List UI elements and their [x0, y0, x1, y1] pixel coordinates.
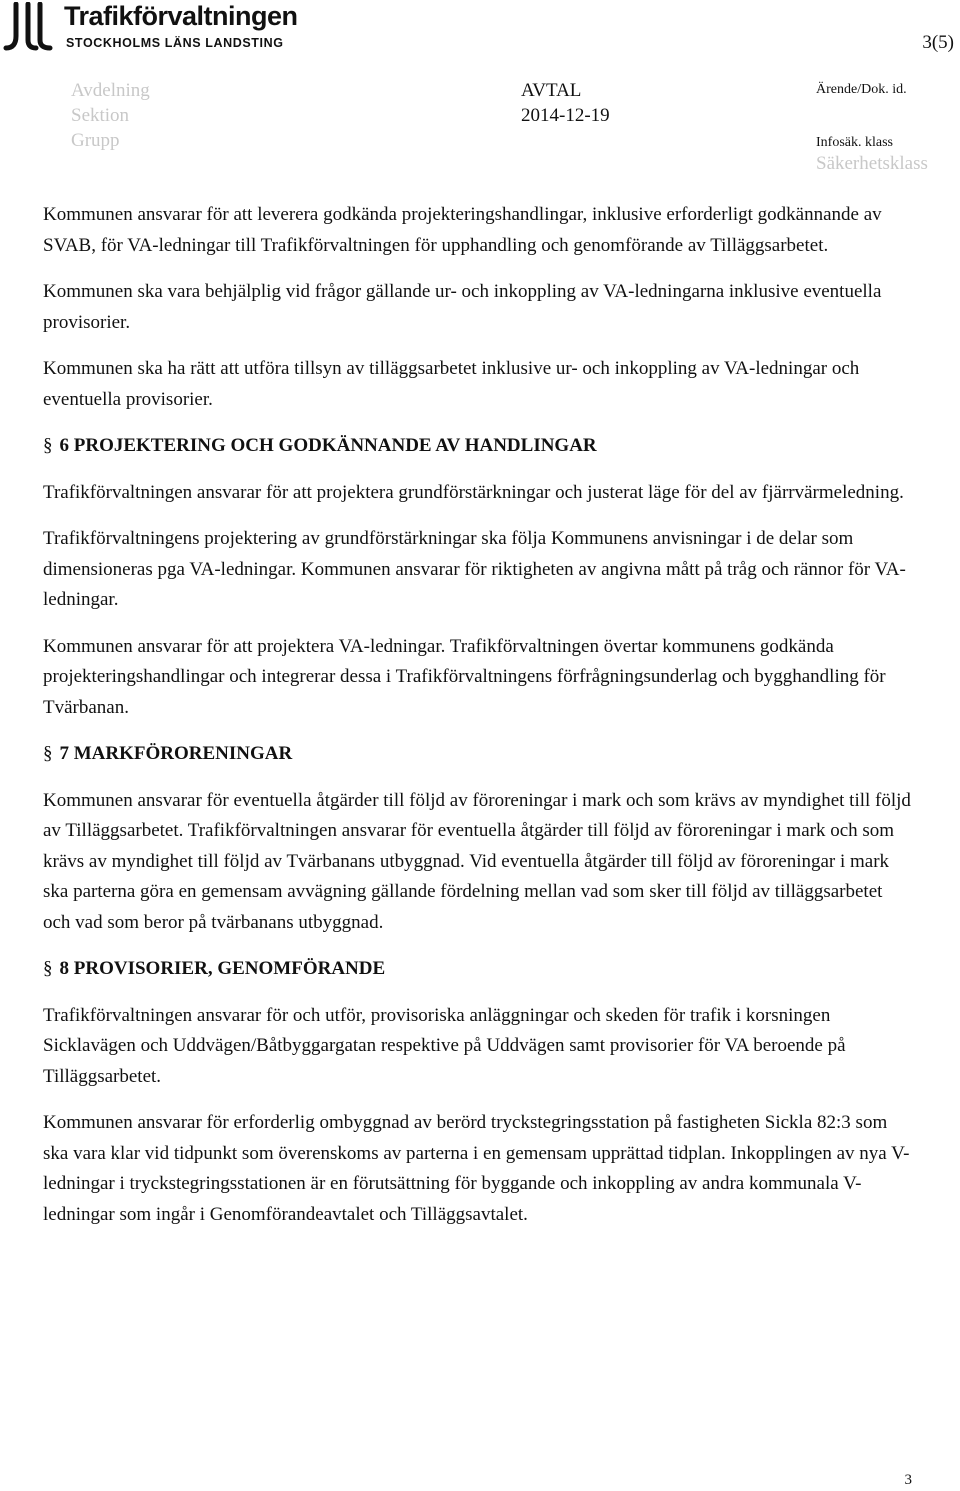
logo-subtitle: STOCKHOLMS LÄNS LANDSTING	[66, 36, 284, 50]
section-7-heading	[43, 739, 913, 770]
department-field: Avdelning	[71, 80, 150, 101]
section-field: Sektion	[71, 105, 130, 126]
footer-page-number: 3	[904, 1472, 912, 1488]
case-id-label: Ärende/Dok. id.	[816, 82, 907, 97]
document-type: AVTAL	[521, 80, 582, 101]
section-6-title: 6 PROJEKTERING OCH GODKÄNNANDE AV HANDLINGAR	[59, 435, 597, 456]
infosec-class-label: Infosäk. klass	[816, 135, 893, 150]
section-symbol: §	[43, 435, 53, 456]
document-body	[43, 200, 913, 1246]
paragraph-svab-documents: Kommunen ansvarar för att leverera godkända projekteringshandlingar, inklusive erforderligt godkännande av SVAB, för VA-ledningar till Trafikförvaltningen för upphandling och genomförande av Tilläggsarbetet.	[43, 204, 882, 256]
section-8-title: 8 PROVISORIER, GENOMFÖRANDE	[59, 958, 386, 979]
section-8-paragraph-2: Kommunen ansvarar för erforderlig ombyggnad av berörd tryckstegringsstation på fastigheten Sickla 82:3 som ska vara klar vid tidpunkt som överenskoms av parterna i en gemensam upprättad tidplan. Inkopplingen av nya V-ledningar i tryckstegringsstationen är en förutsättning för byggande och inkoppling av andra kommunala V-ledningar som ingår i Genomförandeavtalet och Tilläggsavtalet.	[43, 1112, 910, 1225]
document-date: 2014-12-19	[521, 105, 610, 126]
section-7-title: 7 MARKFÖRORENINGAR	[59, 743, 293, 764]
section-8-paragraph-1: Trafikförvaltningen ansvarar för och utför, provisoriska anläggningar och skeden för trafik i korsningen Sicklavägen och Uddvägen/Båtbyggargatan respektive på Uddvägen samt provisorier för VA beroende på Tilläggsarbetet.	[43, 1004, 846, 1087]
logo-name: Trafikförvaltningen	[64, 1, 298, 31]
page-number: 3(5)	[922, 32, 954, 53]
security-class-field: Säkerhetsklass	[816, 153, 928, 174]
paragraph-supervision: Kommunen ska ha rätt att utföra tillsyn av tilläggsarbetet inklusive ur- och inkoppling av VA-ledningar och eventuella provisorier.	[43, 358, 860, 410]
section-symbol: §	[43, 743, 53, 764]
section-symbol: §	[43, 958, 53, 979]
section-6-paragraph-2: Trafikförvaltningens projektering av grundförstärkningar ska följa Kommunens anvisningar i de delar som dimensioneras pga VA-ledningar. Kommunen ansvarar för riktigheten av angivna mått på tråg och rännor för VA-ledningar.	[43, 528, 906, 610]
paragraph-assistance: Kommunen ska vara behjälplig vid frågor gällande ur- och inkoppling av VA-ledningarna inklusive eventuella provisorier.	[43, 281, 882, 333]
section-7-paragraph-1: Kommunen ansvarar för eventuella åtgärder till följd av föroreningar i mark och som krävs av myndighet till följd av Tilläggsarbetet. Trafikförvaltningen ansvarar för eventuella åtgärder till följd av föroreningar i mark och som krävs av myndighet till följd av Tvärbanans utbyggnad. Vid eventuella åtgärder till följd av föroreningar i mark ska parterna göra en gemensam avvägning gällande fördelning mellan vad som sker till följd av tilläggsarbetet och vad som beror på tvärbanans utbyggnad.	[43, 789, 911, 933]
organization-logo	[2, 2, 332, 54]
logo-mark-icon	[2, 2, 54, 52]
section-8-heading	[43, 954, 913, 985]
section-6-heading	[43, 431, 913, 462]
section-6-paragraph-1: Trafikförvaltningen ansvarar för att projektera grundförstärkningar och justerat läge för del av fjärrvärmeledning.	[43, 481, 904, 503]
group-field: Grupp	[71, 130, 120, 151]
section-6-paragraph-3: Kommunen ansvarar för att projektera VA-ledningar. Trafikförvaltningen övertar kommunens godkända projekteringshandlingar och integrerar dessa i Trafikförvaltningens förfrågningsunderlag och bygghandling för Tvärbanan.	[43, 635, 886, 718]
